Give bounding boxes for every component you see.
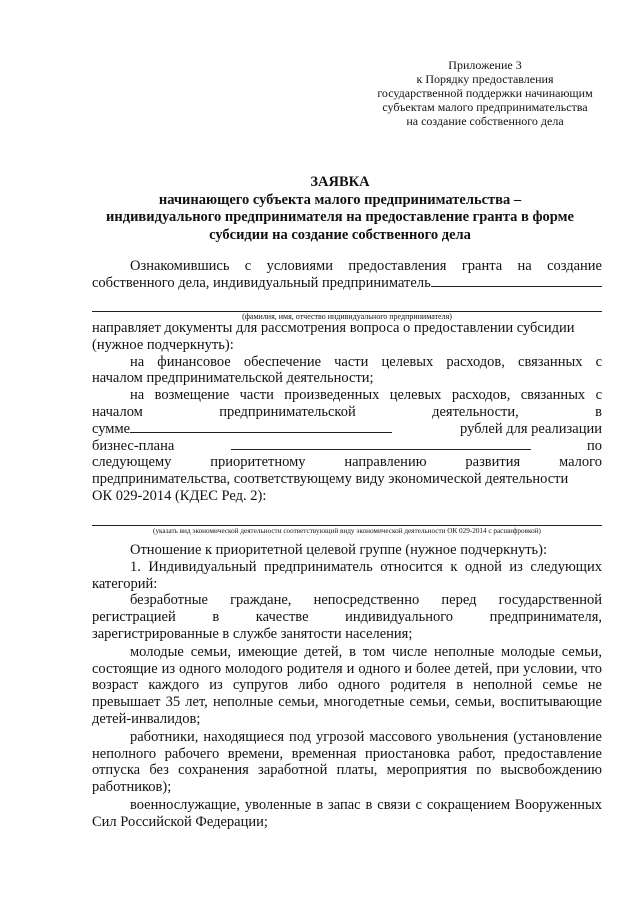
priority-heading: Отношение к приоритетной целевой группе (нужное подчеркнуть):	[130, 542, 548, 558]
intro-line-2	[92, 275, 602, 292]
word: направлению	[344, 454, 427, 471]
item1-line-1: 1. Индивидуальный предприниматель относится к одной из следующих	[130, 558, 602, 575]
option2-line-2	[92, 404, 602, 421]
document-title	[40, 174, 640, 244]
option2-line-1[interactable]: на возмещение части произведенных целевых расходов, связанных с	[130, 387, 602, 404]
entrepreneur-blank[interactable]	[431, 275, 602, 287]
request-section	[92, 320, 602, 536]
sends-line-2: (нужное подчеркнуть):	[92, 336, 234, 353]
appendix-line: субъектам малого предпринимательства	[382, 100, 588, 114]
unemployed-line-3[interactable]: зарегистрированные в службе занятости населения;	[92, 625, 413, 642]
priority-section	[92, 542, 602, 831]
workers-paragraph[interactable]: работники, находящиеся под угрозой массового увольнения (установление неполного рабочего времени, временная приостановка работ, предоставление отпуска без сохранения заработной платы, мероприятия по высвобождению работников);	[92, 728, 602, 796]
unemployed-line-1[interactable]: безработные граждане, непосредственно перед государственной	[130, 592, 602, 609]
intro-line-1: Ознакомившись с условиями предоставления гранта на создание	[130, 258, 602, 274]
appendix-line: Приложение 3	[448, 58, 522, 72]
word: началом	[92, 403, 143, 420]
entrepreneurship-line: предпринимательства, соответствующему виду экономической деятельности	[92, 471, 569, 488]
title-line: индивидуального предпринимателя на предоставление гранта в форме	[106, 209, 574, 225]
appendix-line: на создание собственного дела	[406, 114, 564, 128]
option1-line-1[interactable]: на финансовое обеспечение части целевых расходов, связанных с	[130, 353, 602, 370]
intro-section	[92, 258, 602, 322]
sum-line	[92, 421, 602, 438]
title-line: начинающего субъекта малого предпринимательства –	[158, 191, 522, 208]
word: в	[595, 403, 603, 420]
families-paragraph[interactable]: молодые семьи, имеющие детей, в том числе неполные молодые семьи, состоящие из одного молодого родителя и одного и более детей, при условии, что возраст каждого из супругов либо одного родителя в неполной семье не превышает 35 лет, неполные семьи, многодетные семьи, семьи, воспитывающие детей-инвалидов;	[92, 643, 602, 727]
title-line: субсидии на создание собственного дела	[209, 226, 471, 243]
word: следующему	[92, 454, 172, 471]
option1-line-2[interactable]: началом предпринимательской деятельности;	[92, 370, 374, 387]
word: приоритетному	[210, 454, 306, 471]
ok-line: ОК 029-2014 (КДЕС Ред. 2):	[92, 487, 267, 504]
item1-line-2: категорий:	[92, 575, 158, 592]
appendix-note	[350, 58, 620, 128]
direction-line	[92, 454, 602, 471]
sends-line-1: направляет документы для рассмотрения вопроса о предоставлении субсидии	[92, 320, 575, 336]
military-paragraph[interactable]: военнослужащие, уволенные в запас в связи с сокращением Вооруженных Сил Российской Федерации;	[92, 796, 602, 830]
plan-label: бизнес-плана	[92, 437, 175, 454]
sum-label: сумме	[92, 420, 131, 437]
word: малого	[559, 454, 602, 471]
sum-blank[interactable]	[130, 421, 392, 433]
unemployed-line-2[interactable]: регистрацией в качестве индивидуального предпринимателя,	[92, 609, 602, 626]
okved-caption: (указать вид экономической деятельности соответствующий виду экономической деятельности ОК 029-2014 с расшифровкой)	[153, 526, 541, 535]
title-heading: ЗАЯВКА	[310, 174, 370, 190]
appendix-line: государственной поддержки начинающим	[377, 86, 593, 100]
appendix-line: к Порядку предоставления	[416, 72, 554, 86]
word: деятельности,	[432, 403, 519, 420]
word: развития	[465, 454, 521, 471]
sum-after: рублей для реализации	[460, 420, 602, 437]
intro-text: собственного дела, индивидуальный предприниматель	[92, 274, 431, 291]
plan-after: по	[586, 437, 602, 454]
plan-line	[92, 438, 602, 455]
name-caption: (фамилия, имя, отчество индивидуального предпринимателя)	[242, 311, 452, 321]
word: предпринимательской	[219, 403, 356, 420]
plan-blank[interactable]	[231, 438, 531, 450]
